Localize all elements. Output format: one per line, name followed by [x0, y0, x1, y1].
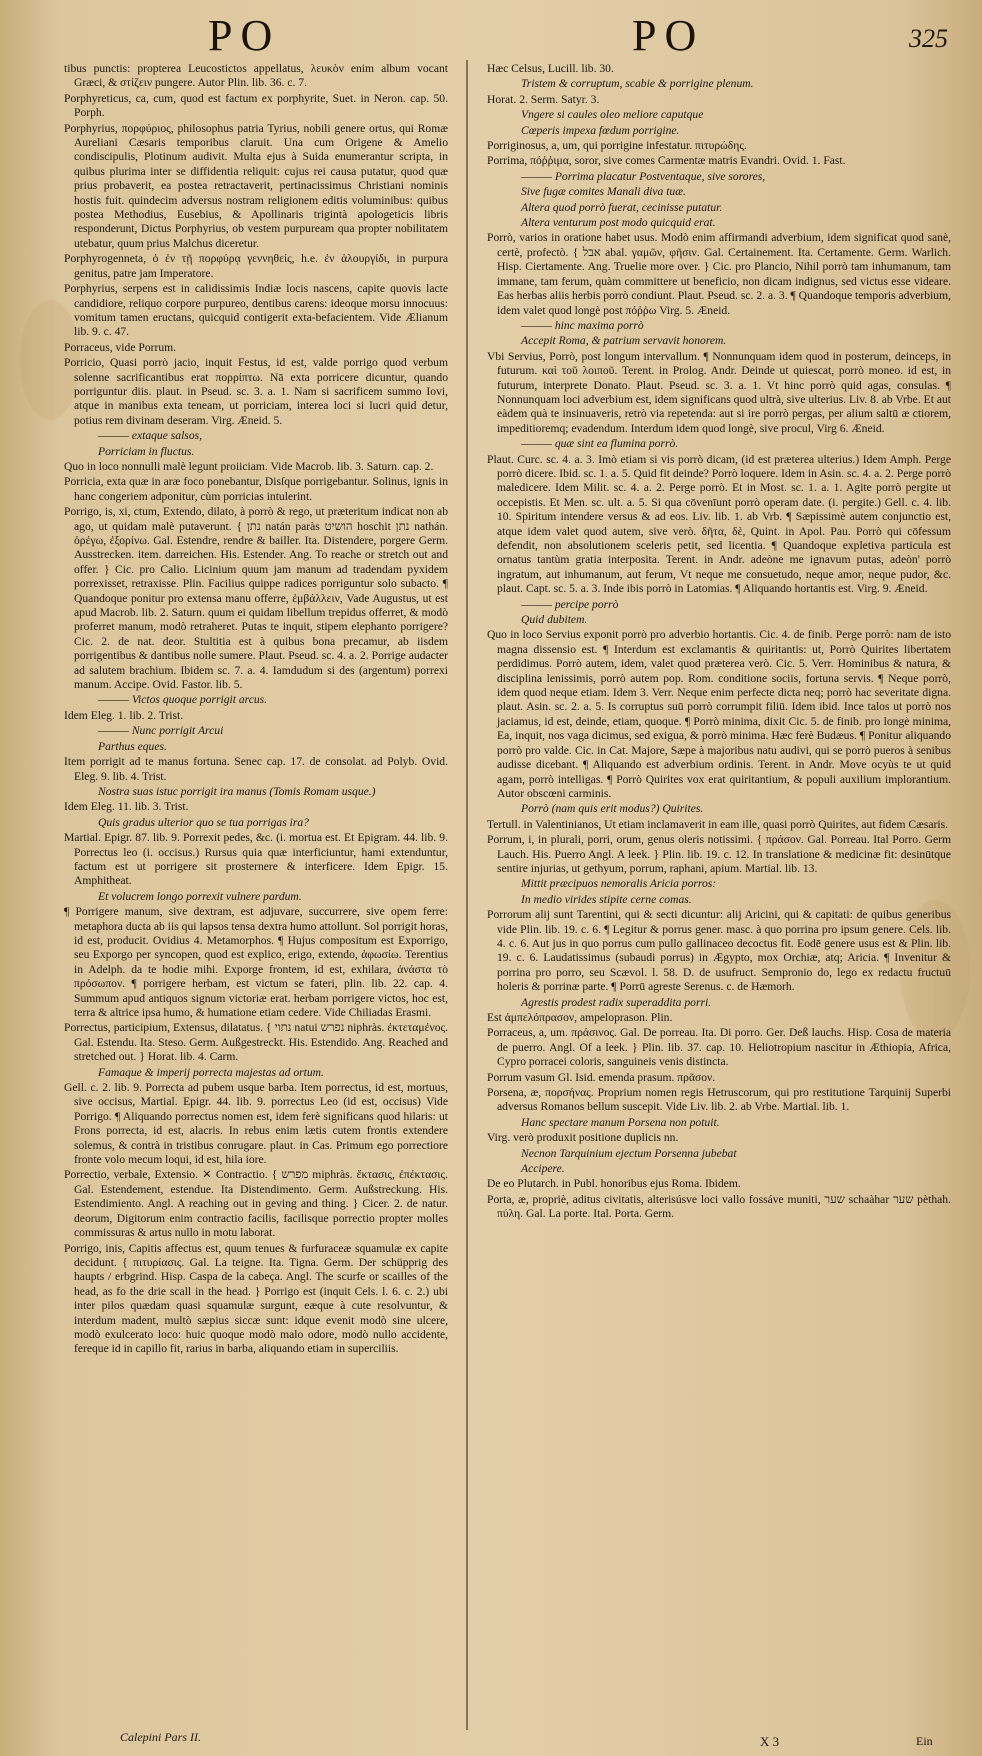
- dictionary-entry: Gell. c. 2. lib. 9. Porrecta ad pubem usque barba. Item porrectus, id est, mortuus, sive occisus, Martial. Epigr. 44. lib. 9. porrectus Leo (id est, occisus) Vide Porrigo. ¶ Aliquando porrectus nomen est, idem ferè significans quod hilaris: ut Frons porrecta, id est, alacris. In rebus enim lætis cutem frontis extendere solemus, & contrà in tristibus conrugare. plaut. in Cas. Primum ego porrectiore fronte volo mecum loqui, id est, hila iore.: [64, 1081, 448, 1167]
- verse-line: Nostra suas istuc porrigit ira manus (Tomis Romam usque.): [98, 784, 376, 798]
- dictionary-entry: Quo in loco nonnulli malè legunt proiiciam. Vide Macrob. lib. 3. Saturn. cap. 2.: [64, 459, 434, 473]
- footer-signature-mark: X 3: [760, 1734, 780, 1749]
- verse-line: Quis gradus ulterior quo se tua porrigas ira?: [98, 815, 309, 829]
- dictionary-entry: Porrima, πόῤῥιμα, soror, sive comes Carmentæ matris Evandri. Ovid. 1. Fast.: [487, 154, 846, 168]
- verse-line: ——— extaque salsos,: [98, 429, 203, 443]
- verse-line: Porrò (nam quis erit modus?) Quirites.: [521, 802, 704, 816]
- dictionary-entry: Porta, æ, propriè, aditus civitatis, alterisúsve loci vallo fossáve muniti, שער schaàhar שער pèthah. πύλη. Gal. La porte. Ital. Porta. Germ.: [487, 1192, 951, 1221]
- header-right-letters: PO: [632, 11, 705, 60]
- column-divider: [466, 60, 468, 1730]
- dictionary-entry: Porsena, æ, πορσήνας. Proprium nomen regis Hetruscorum, qui pro restitutione Tarquinij Superbi adversus Romanos bellum suscepit. Vide Liv. lib. 2. ab Vrbe. Martial. lib. 1.: [487, 1086, 951, 1114]
- footer-catchword: Ein: [916, 1734, 933, 1748]
- verse-line: Cœperis impexa fœdum porrigine.: [521, 123, 680, 137]
- dictionary-entry: Porricia, exta quæ in aræ foco ponebantur, Disſque porrigebantur. Solinus, ignis in hanc congeriem adponitur, cùm porricias intulerint.: [64, 475, 448, 503]
- dictionary-entry: Vbi Servius, Porrò, post longum intervallum. ¶ Nonnunquam idem quod in posterum, deinceps, in futurum. καὶ τοῦ λοιποῦ. Terent. in Prolog. Andr. Deinde ut quiescat, porrò moneo. id est, in futurum, interprete Donato. Plaut. Pseud. sc. 3. a. 1. Vt hinc porrò quid agas, consulas. ¶ Nonnunquam loci adverbium est, idem significans quod ultrà, sive ulterius. Liv. 8. ab Vrbe. Et aut eàdem quà te insinuaveris, retrò via repetenda: aut si ire porrò pergas, per alium saltū æ ctiorem, impeditioremq; evadendum. Interdum idem quod longè, sive procul, Virg 6. Æneid.: [487, 349, 951, 435]
- verse-line: Et volucrem longo porrexit vulnere pardum.: [98, 889, 302, 903]
- verse-line: Altera quod porrò fuerat, cecinisse putatur.: [521, 200, 723, 214]
- left-column: [64, 62, 448, 1732]
- page-number: 325: [909, 24, 948, 53]
- verse-line: Porriciam in fluctus.: [98, 444, 195, 458]
- verse-line: In medio virides stipite cerne comas.: [521, 892, 692, 906]
- dictionary-entry: Porrorum alij sunt Tarentini, qui & secti dicuntur: alij Aricini, qui & capitati: de quibus generibus vide Plin. lib. 19. c. 6. ¶ Legitur & porrus gener. masc. à quo porrina pro ipsum genere. Cels. lib. 4. c. 6. Aut jus in quo porrus cum pullo gallinaceo decoctus fit. Eodē genere usus est & Plin. lib. 19. c. 6. Laudatissimus (subaudi porrus) in Ægypto, mox Orchiæ, atq; Aricia. ¶ Invenitur & porrina pro porro, seu Scævol. l. 58. D. de usufruct. Sempronio do, lego ex redactu fructuū holeris & porrinæ parte. ¶ Porrū agreste Serenus. c. de Hæmorh.: [487, 908, 951, 994]
- verse-line: Mittit præcipuos nemoralis Aricia porros:: [521, 877, 717, 891]
- dictionary-entry: Idem Eleg. 1. lib. 2. Trist.: [64, 708, 184, 722]
- verse-line: Tristem & corruptum, scabie & porrigine plenum.: [521, 77, 754, 91]
- dictionary-entry: Porrò, varios in oratione habet usus. Modò enim affirmandi adverbium, idem significat quod sanè, certè, profectò. { אבל abal. γαμῶν, φῆσιν. Gal. Certainement. Ita. Certamente. Germ. Warlich. Hisp. Ciertamente. Ang. Truelie more over. } Cic. pro Plancio, Nihil porrò tam inhumanum, tam immane, tam ferum, quàm committere ut beneficio, non dicam indignus, sed victus esse videare. Eas herbas aliis herbis porrò condiunt. Plaut. Pseud. sc. 2. a. 3. ¶ Quandoque temporis adverbium, idem valet quod longè post πόῤῥω Virg. 5. Æneid.: [487, 231, 951, 317]
- dictionary-entry: Tertull. in Valentinianos, Ut etiam inclamaverit in eam ille, quasi porrò Quirites, aut fidem Cæsaris.: [487, 817, 949, 831]
- verse-line: ——— hinc maxima porrò: [521, 318, 644, 332]
- dictionary-entry: Porriginosus, a, um, qui porrigine infestatur. πιτυρώδης.: [487, 139, 747, 153]
- dictionary-entry: Item porrigit ad te manus fortuna. Senec cap. 17. de consolat. ad Polyb. Ovid. Eleg. 9. lib. 4. Trist.: [64, 755, 448, 783]
- verse-line: Hanc spectare manum Porsena non potuit.: [521, 1115, 720, 1129]
- footer-book-title: Calepini Pars II.: [120, 1730, 201, 1744]
- dictionary-entry: Idem Eleg. 11. lib. 3. Trist.: [64, 800, 189, 814]
- verse-line: Accipere.: [521, 1162, 565, 1176]
- dictionary-entry: Porrectio, verbale, Extensio. ✕ Contractio. { מפרש miphràs. ἔκτασις, ἐπέκτασις. Gal. Estendement, estendue. Ita Distendimento. Germ. Außstreckung. His. Estendimiento. Angl. A reaching out in geving and thing. } Cicer. 2. de natur. deorum, Digitorum enim contractio facilis, facilisque porrectio propter molles commissuras & artus nullo in motu laborat.: [64, 1168, 448, 1240]
- verse-line: Agrestis prodest radix superaddita porri.: [521, 995, 712, 1009]
- dictionary-entry: Porphyrius, serpens est in calidissimis Indiæ locis nascens, capite quovis lacte candidiore, reliquo corpore purpureo, dentibus carens: ideoque morsu innocuus: vomitum tamen eructans, quicquid contigerit exta-befacientem. Vide Ælianum lib. 9. c. 47.: [64, 282, 448, 339]
- dictionary-entry: tibus punctis: propterea Leucostictos appellatus, λευκὸν enim album vocant Græci, & στίζειν pungere. Autor Plin. lib. 36. c. 7.: [64, 62, 448, 90]
- dictionary-entry: De eo Plutarch. in Publ. honoribus ejus Roma. Ibidem.: [487, 1177, 741, 1191]
- dictionary-entry: Porphyrius, πορφύριος, philosophus patria Tyrius, nobili genere ortus, qui Romæ Aureliani Cæsaris temporibus claruit. Una cum Origene & Amelio condiscipulis, Plotinum audivit. Multa ejus à Suida enumerantur scripta, in quibus plurima inter se diffidentia reliquit: cujus rei causa putatur, quod quæ prius probaverit, ea postea retractaverit, pertinacissimus Christiani nominis hostis fuit. quindecim adversus nostram religionem editis voluminibus: quibus postea Methodius, Eusebius, & Apollinaris trigintà apologeticis libris responderunt, Dictus Porphyrius, ob vestem purpuream qua propter nobilitatem utebatur, quum prius Malchus diceretur.: [64, 121, 448, 250]
- dictionary-entry: Porricio, Quasi porrò jacio, inquit Festus, id est, valde porrigo quod verbum solenne sacrificantibus erat πορρίπτω. Nā exta porricere dicuntur, quando porriguntur diis. plaut. in Pseud. sc. 3. a. 1. Nam si sacrificem summo Iovi, atque in manibus exta teneam, ut porriciam, interea loci si lucri quid detur, potius rem divinam deseram. Virg. Æneid. 5.: [64, 356, 448, 427]
- verse-line: Sive fugæ comites Manali diva tuæ.: [521, 185, 686, 199]
- dictionary-entry: Porrum, i, in plurali, porri, orum, genus oleris notissimi. { πράσον. Gal. Porreau. Ital Porro. Germ Lauch. His. Puerro Angl. A leek. } Plin. lib. 19. c. 12. In translatione & medicinæ fit: desinūtque sentire injurias, ut gethyum, porrum, raphani, apium. Martial. lib. 13.: [487, 833, 951, 875]
- dictionary-entry: Porrectus, participium, Extensus, dilatatus. { נתוי natui נפרש niphràs. ἐκτεταμένος. Gal. Estendu. Ita. Steso. Germ. Außgestreckt. His. Estendido. Ang. Reached and stretched out. } Horat. lib. 4. Carm.: [64, 1021, 448, 1064]
- verse-line: Accepit Roma, & patrium servavit honorem.: [521, 334, 727, 348]
- dictionary-entry: Est ἀμπελόπρασον, ampeloprason. Plin.: [487, 1011, 673, 1024]
- dictionary-entry: Martial. Epigr. 87. lib. 9. Porrexit pedes, &c. (i. mortua est. Et Epigram. 44. lib. 9. Porrectus leo (i. occisus.) Rursus quia quæ interficiuntur, hami extenduntur, factum est ut porrigere sit prosternere & interficere. Idem Epigr. 15. Amphitheat.: [64, 831, 448, 888]
- header-left-letters: PO: [208, 11, 281, 60]
- dictionary-entry: Hæc Celsus, Lucill. lib. 30.: [487, 62, 614, 75]
- verse-line: Vngere si caules oleo meliore caputque: [521, 108, 704, 122]
- verse-line: ——— percipe porrò: [521, 597, 619, 611]
- verse-line: Quid dubitem.: [521, 613, 588, 627]
- dictionary-entry: Porphyreticus, ca, cum, quod est factum ex porphyrite, Suet. in Neron. cap. 50. Porph.: [64, 91, 448, 120]
- dictionary-entry: Porphyrogenneta, ὁ ἐν τῇ πορφύρᾳ γεννηθείς, h.e. ἐν ἁλουργίδι, in purpura genitus, patre jam Imperatore.: [64, 252, 448, 280]
- dictionary-entry: Porrigo, is, xi, ctum, Extendo, dilato, à porrò & rego, ut præteritum indicat non ab ago, ut quidam malè putaverunt. { נתן natán paràs הושיט hoschit נתן nathán. ὀρέγω, ἐξορίνω. Gal. Estendre, rendre & bailler. Ita. Distendere, porgere Germ. Ausstrecken. item. darreichen. His. Estender. Ang. To reache or stretch out and offer. } Cic. pro Calio. Licinium quum jam manum ad tradendam pyxidem porrexisset, retraxisse. Plin. Facilius quippe radices porriguntur solo subacto. ¶ Quandoque ponitur pro extensa manu offerre, ἐμβάλλειν, Vade Augustus, ut est apud Macrob. lib. 2. Saturn. quum ei quidam libellum trepidus offerret, & modò proferret manum, modò retraheret. Putas te inquit, stipem elephanto porrigere? Cic. 2. de nat. deor. Stultitia est à quibus bona precamur, ab iisdem porrigentibus & dantibus nolle sumere. Plaut. Pseud. sc. 4. a. 2. Porrige audacter ad salutem brachium. Ibidem sc. 7. a. 4. Iamdudum si des (argentum) porrexi manum. Accipe. Ovid. Fastor. lib. 5.: [64, 505, 448, 692]
- dictionary-entry: Porraceus, vide Porrum.: [64, 340, 177, 354]
- dictionary-entry: ¶ Porrigere manum, sive dextram, est adjuvare, succurrere, sive opem ferre: metaphora ducta ab iis qui lapsos tensa dextra humo attollunt. Sol porrigit horas, id est, producit. Ovidius 4. Metamorphos. ¶ Hujus compositum est Exporrigo, seu Exporgo per syncopen, quod est explico, erigo, extendo, ἀφωσίω. Terentius in Adelph. da te hodie mihi. Exporge frontem, id est, exhilara, ἀνάστα τὸ πρόσωπον. ¶ porrigere herbam, est victum se fateri, plin. lib. 22. cap. 4. Summum apud antiquos signum victoriæ erat. herbam porrigere victos, hoc est, terra & altrice ipsa humo, & humatione etiam cedere. Vide Chiliadas Erasmi.: [64, 905, 448, 1019]
- dictionary-entry: Porrigo, inis, Capitis affectus est, quum tenues & furfuraceæ squamulæ ex capite decidunt. { πιτυρίασις. Gal. La teigne. Ita. Tigna. Germ. Der schüpprig des haupts / erbgrind. Hisp. Caspa de la cabeça. Angl. The scurfe or scailles of the head, as fo the drie scall in the head. } Porrigo est (inquit Cels. l. 6. c. 2.) ubi inter pilos quædam quasi squamulæ surgunt, eæque à cute resolvuntur, & interdum madent, multò sæpius siccæ sunt: idque evenit modò sine ulcere, modò exulcerato loco: huic quoque modò malo odore, modò nullo accidente, fereque id in capillo fit, rarius in barba, aliquando etiam in superciliis.: [64, 1241, 448, 1356]
- dictionary-entry: Virg. verò produxit positione duplicis nn.: [487, 1131, 679, 1145]
- dictionary-entry: Plaut. Curc. sc. 4. a. 3. Imò etiam si vis porrò dicam, (id est præterea ulterius.) Idem Amph. Perge porrò dicere. Ibid. sc. 1. a. 5. Quid fit deinde? Porrò loquere. Idem in Asin. sc. 4. a. 2. Perge porrò maledicere. Idem Milit. sc. 4. a. 2. Perge porrò. Et in Most. sc. 1. a. 1. Agite porrò pergite ut occepistis. Et Men. sc. ult. a. 5. Si qua cōvenīunt porrò operam date. (i. pergite.) Gell. c. 4. lib. 10. Spiritum intendere versus & ad eos. Liv. lib. 1. ab Vrb. ¶ Sæpissimè autem conjunctio est, atque idem valet quod autem, sive verò. δῆτα, δὲ, Quint. in Apol. Pau. Porrò qui cōfessum defendit, non absolutionem sceleris petit, sed licentia. ¶ Quandoque expletiva particula est ornatus tantùm gratia interposita. Terent. in Andr. adeòne me ignavum putas, adeòn' porrò ingratum, aut inhumanum, aut ferum, Vt neque me consuetudo, neque amor, neque pudor, &c. plaut. Capt. sc. 5. a. 3. Inde ibis porrò in Latomias. ¶ Aliquando hortantis est. Virg. 9. Æneid.: [487, 452, 951, 596]
- dictionary-entry: Porraceus, a, um. πράσινος. Gal. De porreau. Ita. Di porro. Ger. Deß lauchs. Hisp. Cosa de materia de puerro. Angl. Of a leek. } Plin. lib. 37. cap. 10. Heliotropium nascitur in Æthiopia, Africa, Cypro porracei coloris, sanguineis venis distincta.: [487, 1026, 951, 1069]
- running-header: [0, 10, 982, 58]
- dictionary-entry: Quo in loco Servius exponit porrò pro adverbio hortantis. Cic. 4. de finib. Perge porrò: nam de isto magna dissensio est. ¶ Interdum est exclamantis & quiritantis: ut, Porrò Quirites libertatem perdidimus. Porrò autem, idem, valet quod præterea verò. Cic. 5. Verr. Hominibus & natura, & disciplina lenissimis, porrò autem pop. Rom. conditione sociis, fortuna servis. ¶ Neque porrò, idem quod neque etiam. Idem 3. Verr. Neque enim perfecte dicta neq; porrò hac severitate digna. plaut. Asin. sc. 2. a. 5. Is corruptus suū porrò corrumpit filiū. Idem ibid. Ince talos ut porrò nos jaciamus, id est, deinde, etiam, quoque. ¶ Porrò minima, dixit Cic. 5. de finib. pro longè minima, Ea, inquit, nos vaga dicimus, sed exigua, & porrò minima. Hæc ferè Budæus. ¶ Ponitur aliquando porrò pro valde. Cic. in Cat. Majore, Sæpe à majoribus natu audivi, qui se porrò pueros à senibus audisse dicebant. ¶ Aliquando est adverbium ordinis. Terent. in Andr. Move ocyùs te ut quid agam, porrò intelligas. ¶ Porrò Quirites vox erat quiritantium, & populi auxilium implorantium. Autor obscœni carminis.: [487, 628, 951, 800]
- dictionary-entry: Horat. 2. Serm. Satyr. 3.: [487, 92, 600, 106]
- dictionary-entry: Porrum vasum Gl. Isid. emenda prasum. πρᾶσον.: [487, 1070, 716, 1084]
- verse-line: Famaque & imperij porrecta majestas ad ortum.: [98, 1065, 324, 1079]
- verse-line: Altera venturum post modo quicquid erat.: [521, 216, 716, 230]
- verse-line: ——— Nunc porrigit Arcui: [98, 724, 224, 738]
- verse-line: ——— Victos quoque porrigit arcus.: [98, 693, 268, 707]
- verse-line: Parthus eques.: [98, 739, 167, 753]
- verse-line: ——— Porrima placatur Postventaque, sive sorores,: [521, 169, 766, 183]
- verse-line: ——— quæ sint ea flumina porrò.: [521, 437, 679, 451]
- right-column: [487, 62, 951, 1702]
- verse-line: Necnon Tarquinium ejectum Porsenna jubebat: [521, 1146, 737, 1160]
